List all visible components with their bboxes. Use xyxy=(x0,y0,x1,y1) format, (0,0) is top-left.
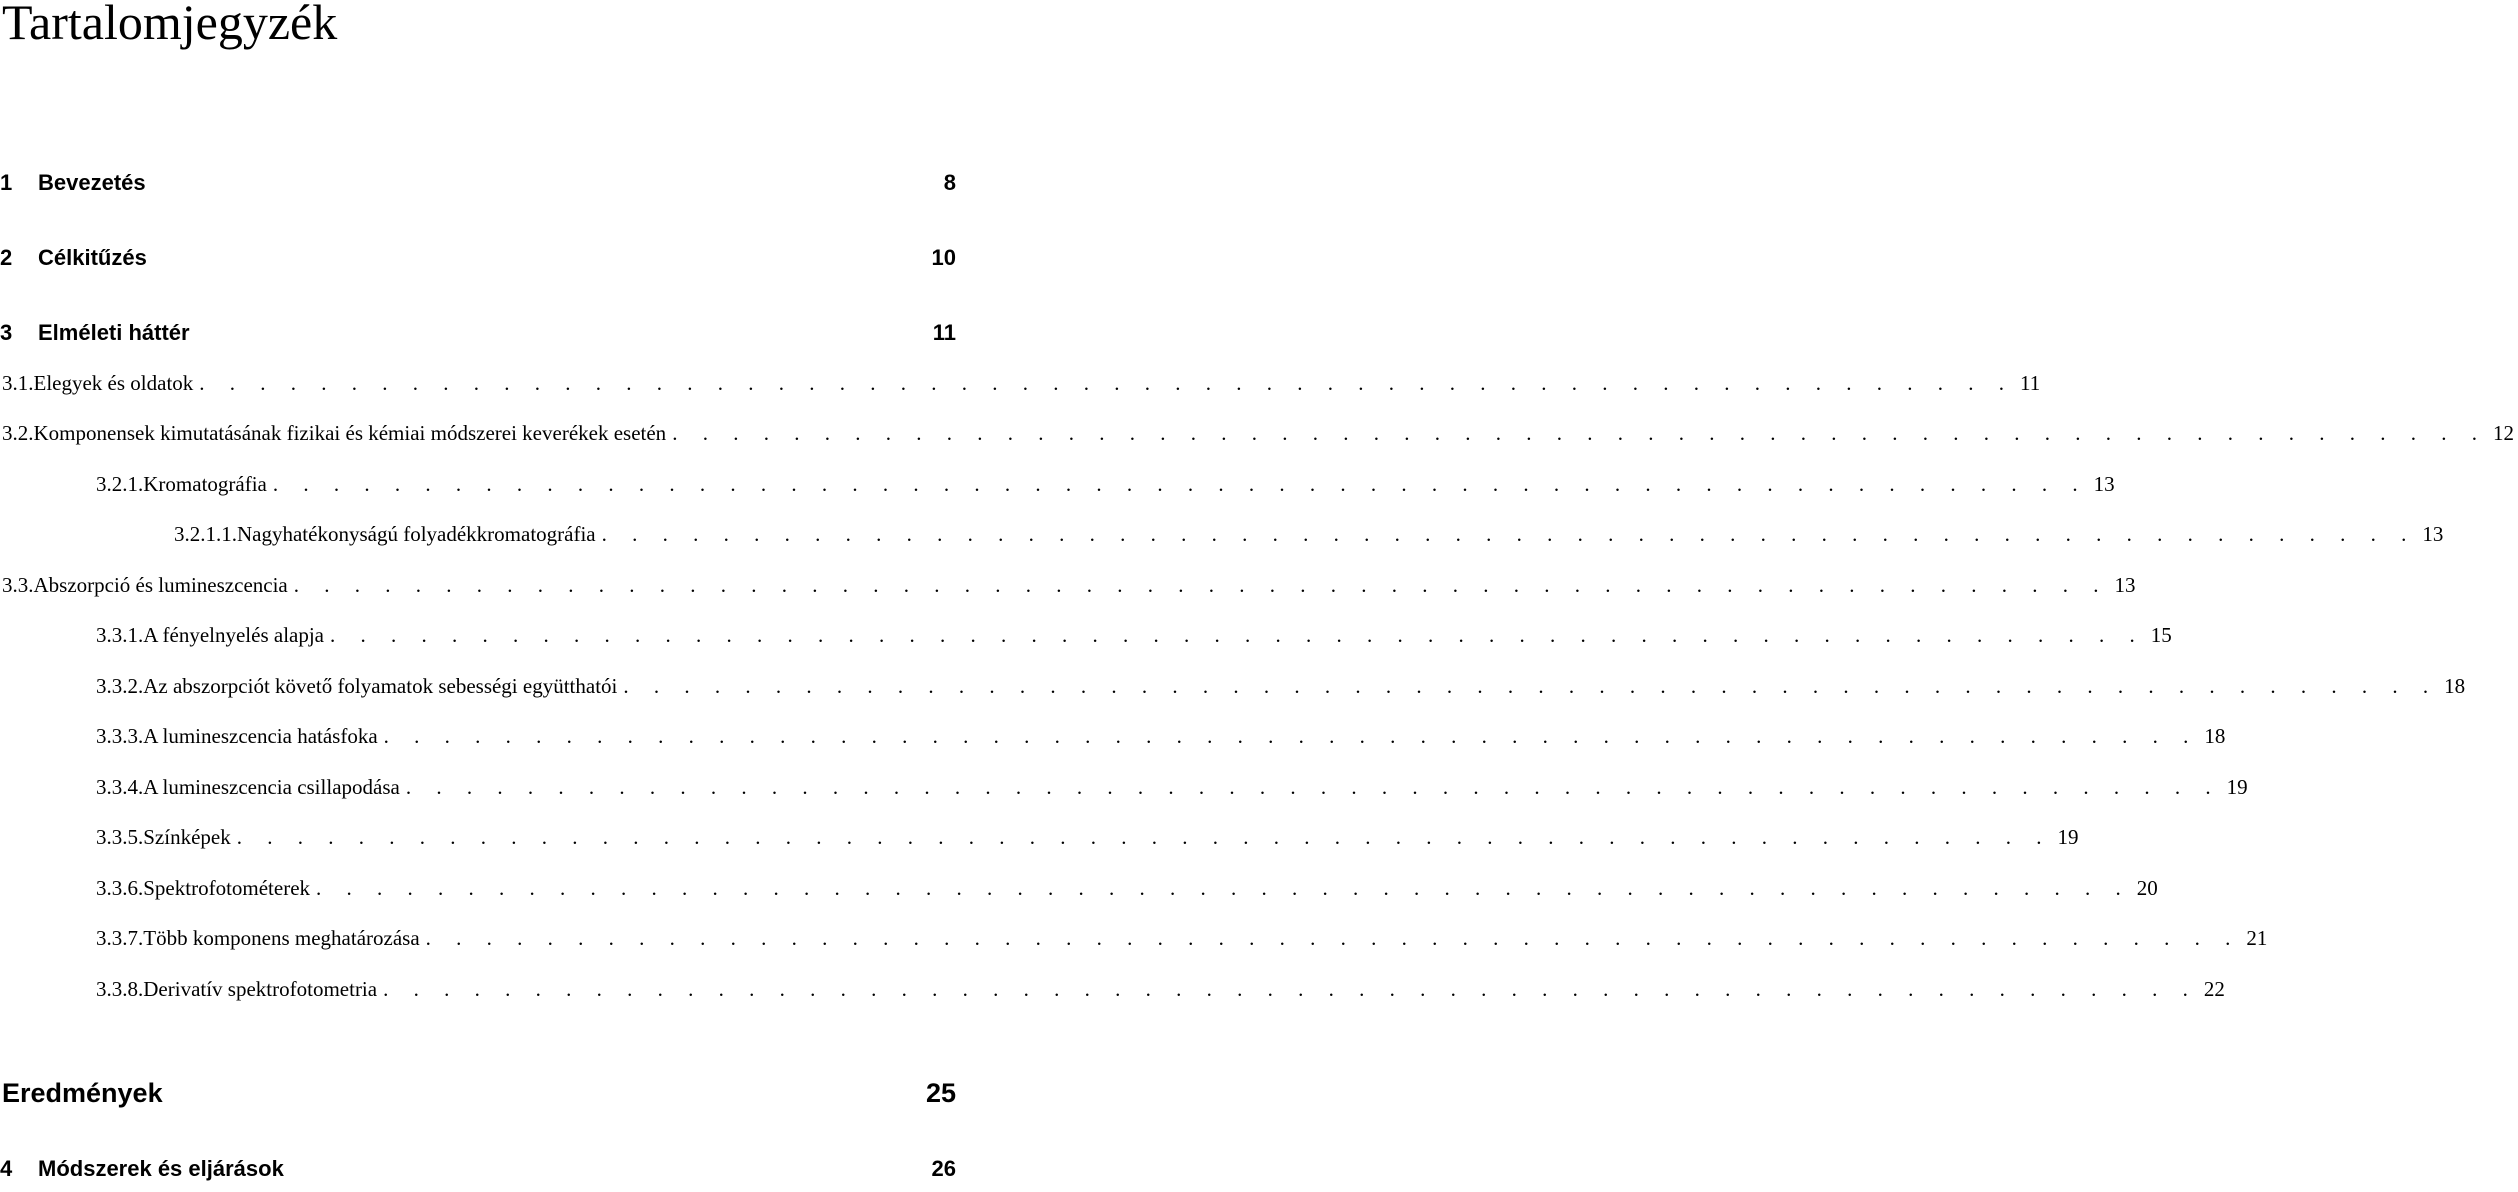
entry-number: 3.2.1.1. xyxy=(174,522,237,546)
entry-title: Eredmények xyxy=(2,1078,163,1108)
entry-page: 22 xyxy=(2203,977,2225,1001)
entry-page: 25 xyxy=(925,1078,956,1108)
entry-title: Elméleti háttér xyxy=(38,320,190,345)
page-title: Tartalomjegyzék xyxy=(2,0,338,50)
dot-leader: . . . . . . . . . . . . . . . . . . . . . . . . . . . . . . . . . . . . . . . . . . . . . . . . . . . . . . . . . . . . xyxy=(672,421,2487,445)
dot-leader: . . . . . . . . . . . . . . . . . . . . . . . . . . . . . . . . . . . . . . . . . . . . . . . . . . . . . . . . . . . . xyxy=(272,472,2088,496)
toc-entry-subsection[interactable] xyxy=(96,876,2158,912)
entry-title: Spektrofotométerek xyxy=(143,876,311,900)
toc-entry-subsection[interactable] xyxy=(96,775,2248,811)
entry-title: Módszerek és eljárások xyxy=(38,1156,284,1181)
entry-number: 3.3.4. xyxy=(96,775,144,799)
entry-page: 12 xyxy=(2492,421,2514,445)
entry-page: 10 xyxy=(931,245,956,270)
entry-title: Kromatográfia xyxy=(143,472,267,496)
dot-leader: . . . . . . . . . . . . . . . . . . . . . . . . . . . . . . . . . . . . . . . . . . . . . . . . . . . . . . . . . . . . xyxy=(601,522,2417,546)
toc-entry-subsubsection[interactable] xyxy=(174,522,2444,558)
toc-entry-subsection[interactable] xyxy=(96,623,2172,659)
entry-title: Abszorpció és lumineszcencia xyxy=(33,573,288,597)
toc-entry-chapter[interactable] xyxy=(0,320,960,356)
entry-page: 11 xyxy=(2020,371,2041,395)
entry-page: 20 xyxy=(2136,876,2158,900)
toc-entry-chapter[interactable] xyxy=(0,245,960,281)
entry-page: 8 xyxy=(943,170,956,195)
toc-entry-subsection[interactable] xyxy=(96,825,2079,861)
toc-entry-subsection[interactable] xyxy=(96,977,2225,1013)
entry-page: 13 xyxy=(2114,573,2136,597)
entry-title: Elegyek és oldatok xyxy=(33,371,194,395)
entry-number: 3.2.1. xyxy=(96,472,144,496)
entry-number: 3.3.1. xyxy=(96,623,144,647)
dot-leader: . . . . . . . . . . . . . . . . . . . . . . . . . . . . . . . . . . . . . . . . . . . . . . . . . . . . . . . . . . . . xyxy=(293,573,2109,597)
entry-title: Derivatív spektrofotometria xyxy=(143,977,378,1001)
entry-page: 18 xyxy=(2204,724,2226,748)
entry-number: 3.3.5. xyxy=(96,825,144,849)
entry-page: 18 xyxy=(2444,674,2466,698)
toc-entry-chapter[interactable] xyxy=(0,170,960,206)
toc-entry-subsection[interactable] xyxy=(96,472,2115,508)
dot-leader: . . . . . . . . . . . . . . . . . . . . . . . . . . . . . . . . . . . . . . . . . . . . . . . . . . . . . . . . . . . . xyxy=(425,926,2241,950)
entry-number: 2 xyxy=(0,245,13,270)
entry-title: Célkitűzés xyxy=(38,245,147,270)
dot-leader: . . . . . . . . . . . . . . . . . . . . . . . . . . . . . . . . . . . . . . . . . . . . . . . . . . . . . . . . . . . . xyxy=(383,977,2198,1001)
entry-page: 19 xyxy=(2057,825,2079,849)
toc-entry-subsection[interactable] xyxy=(96,926,2268,962)
entry-number: 1 xyxy=(0,170,13,195)
entry-title: A lumineszcencia hatásfoka xyxy=(143,724,378,748)
entry-page: 19 xyxy=(2226,775,2248,799)
entry-title: Több komponens meghatározása xyxy=(143,926,420,950)
dot-leader: . . . . . . . . . . . . . . . . . . . . . . . . . . . . . . . . . . . . . . . . . . . . . . . . . . . . . . . . . . . . xyxy=(405,775,2221,799)
entry-page: 13 xyxy=(2093,472,2115,496)
dot-leader: . . . . . . . . . . . . . . . . . . . . . . . . . . . . . . . . . . . . . . . . . . . . . . . . . . . . . . . . . . . . xyxy=(199,371,2015,395)
dot-leader: . . . . . . . . . . . . . . . . . . . . . . . . . . . . . . . . . . . . . . . . . . . . . . . . . . . . . . . . . . . . xyxy=(236,825,2052,849)
entry-title: A fényelnyelés alapja xyxy=(143,623,325,647)
dot-leader: . . . . . . . . . . . . . . . . . . . . . . . . . . . . . . . . . . . . . . . . . . . . . . . . . . . . . . . . . . . . xyxy=(623,674,2439,698)
entry-number: 3.1. xyxy=(2,371,34,395)
entry-title: Nagyhatékonyságú folyadékkromatográfia xyxy=(237,522,596,546)
entry-number: 3.3.3. xyxy=(96,724,144,748)
entry-page: 11 xyxy=(932,320,956,345)
entry-number: 3.3.6. xyxy=(96,876,144,900)
toc-entry-section[interactable] xyxy=(2,573,2136,609)
toc-entry-chapter-unnumbered[interactable] xyxy=(2,1078,960,1114)
entry-title: Bevezetés xyxy=(38,170,146,195)
entry-page: 26 xyxy=(931,1156,956,1181)
entry-number: 4 xyxy=(0,1156,13,1181)
entry-page: 21 xyxy=(2246,926,2268,950)
toc-entry-section[interactable] xyxy=(2,421,2514,457)
entry-number: 3.2. xyxy=(2,421,34,445)
toc-entry-subsection[interactable] xyxy=(96,674,2466,710)
entry-number: 3.3.7. xyxy=(96,926,144,950)
toc-entry-section[interactable] xyxy=(2,371,2041,407)
entry-title: Színképek xyxy=(143,825,231,849)
entry-title: Komponensek kimutatásának fizikai és kémiai módszerei keverékek esetén xyxy=(33,421,667,445)
entry-number: 3.3.8. xyxy=(96,977,144,1001)
entry-page: 13 xyxy=(2422,522,2444,546)
entry-title: Az abszorpciót követő folyamatok sebességi együtthatói xyxy=(143,674,618,698)
entry-number: 3.3. xyxy=(2,573,34,597)
entry-number: 3 xyxy=(0,320,13,345)
entry-page: 15 xyxy=(2150,623,2172,647)
toc-entry-subsection[interactable] xyxy=(96,724,2226,760)
dot-leader: . . . . . . . . . . . . . . . . . . . . . . . . . . . . . . . . . . . . . . . . . . . . . . . . . . . . . . . . . . . . xyxy=(330,623,2145,647)
toc-entry-chapter[interactable] xyxy=(0,1156,960,1192)
entry-number: 3.3.2. xyxy=(96,674,144,698)
entry-title: A lumineszcencia csillapodása xyxy=(143,775,400,799)
dot-leader: . . . . . . . . . . . . . . . . . . . . . . . . . . . . . . . . . . . . . . . . . . . . . . . . . . . . . . . . . . . . xyxy=(316,876,2131,900)
dot-leader: . . . . . . . . . . . . . . . . . . . . . . . . . . . . . . . . . . . . . . . . . . . . . . . . . . . . . . . . . . . . xyxy=(383,724,2199,748)
